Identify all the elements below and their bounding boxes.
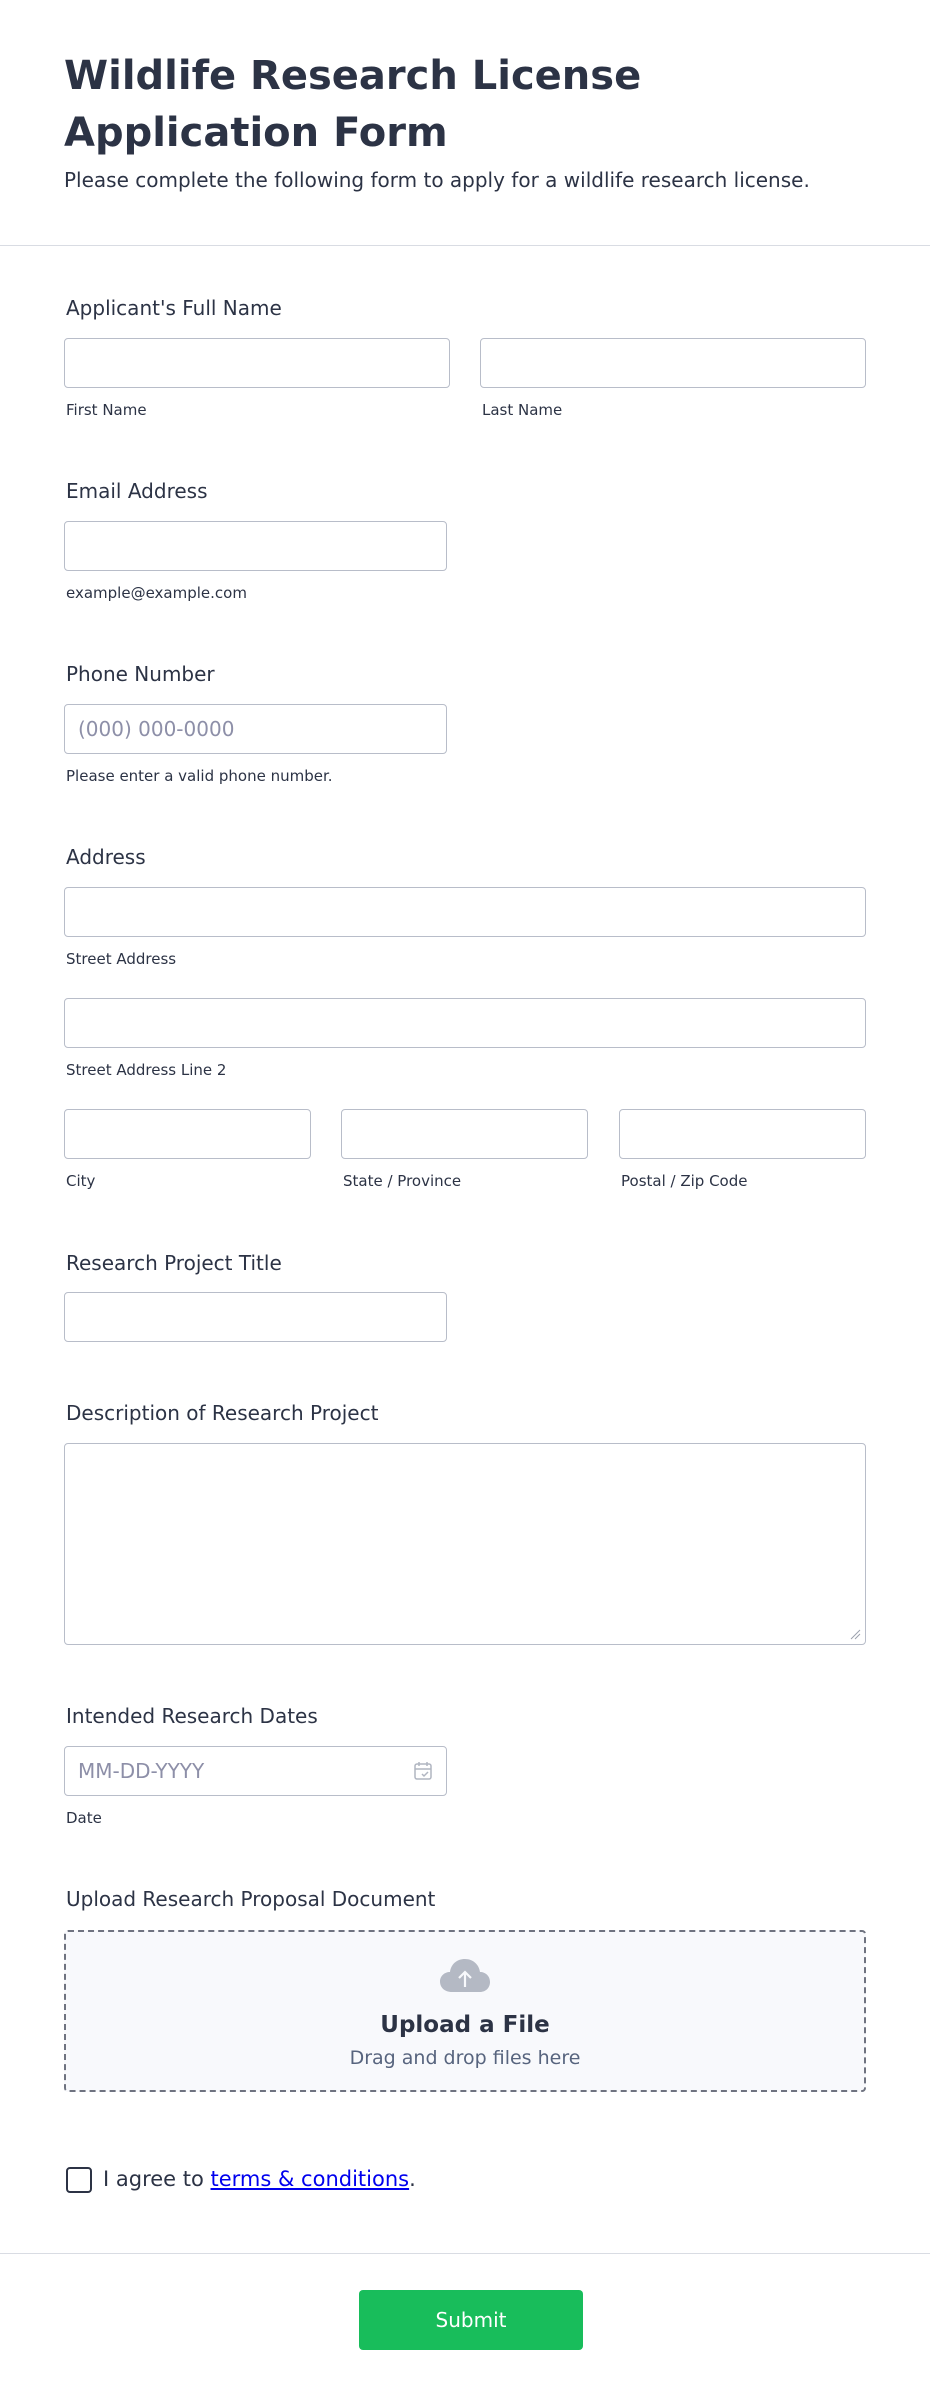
state-sublabel: State / Province	[343, 1172, 462, 1190]
first-name-sublabel: First Name	[66, 401, 147, 419]
page-title: Wildlife Research License Application Form	[64, 53, 642, 156]
phone-label: Phone Number	[66, 662, 215, 686]
phone-input[interactable]	[64, 704, 447, 754]
street-address-line2-input[interactable]	[64, 998, 866, 1048]
calendar-icon[interactable]	[412, 1760, 434, 1782]
zip-sublabel: Postal / Zip Code	[621, 1172, 748, 1190]
phone-sublabel: Please enter a valid phone number.	[66, 767, 333, 785]
submit-button[interactable]: Submit	[359, 2290, 583, 2350]
email-input[interactable]	[64, 521, 447, 571]
footer-divider	[0, 2253, 930, 2254]
zip-input[interactable]	[619, 1109, 866, 1159]
terms-suffix: .	[409, 2167, 416, 2191]
email-label: Email Address	[66, 479, 208, 503]
terms-link[interactable]: terms & conditions	[210, 2167, 410, 2191]
street-address-input[interactable]	[64, 887, 866, 937]
upload-title: Upload a File	[380, 2012, 550, 2038]
cloud-upload-icon	[439, 1956, 491, 1996]
terms-checkbox[interactable]	[66, 2167, 92, 2193]
city-sublabel: City	[66, 1172, 96, 1190]
resize-grip-icon[interactable]	[849, 1628, 861, 1640]
form-header	[0, 0, 930, 246]
upload-label: Upload Research Proposal Document	[66, 1887, 436, 1911]
state-input[interactable]	[341, 1109, 588, 1159]
research-date-input[interactable]	[64, 1746, 447, 1796]
last-name-input[interactable]	[480, 338, 866, 388]
upload-subtitle: Drag and drop files here	[349, 2047, 581, 2069]
page-subtitle: Please complete the following form to apply for a wildlife research license.	[64, 168, 810, 192]
date-sublabel: Date	[66, 1809, 102, 1827]
first-name-input[interactable]	[64, 338, 450, 388]
full-name-label: Applicant's Full Name	[66, 296, 282, 320]
address-label: Address	[66, 845, 146, 869]
description-label: Description of Research Project	[66, 1401, 379, 1425]
street-address-sublabel: Street Address	[66, 950, 177, 968]
terms-label	[103, 2165, 416, 2193]
last-name-sublabel: Last Name	[482, 401, 563, 419]
project-title-input[interactable]	[64, 1292, 447, 1342]
email-sublabel: example@example.com	[66, 584, 247, 602]
terms-prefix: I agree to	[103, 2167, 211, 2191]
project-title-label: Research Project Title	[66, 1251, 282, 1275]
research-dates-label: Intended Research Dates	[66, 1704, 318, 1728]
file-upload-dropzone[interactable]	[64, 1930, 866, 2092]
city-input[interactable]	[64, 1109, 311, 1159]
description-textarea[interactable]	[64, 1443, 866, 1645]
street-address-line2-sublabel: Street Address Line 2	[66, 1061, 227, 1079]
